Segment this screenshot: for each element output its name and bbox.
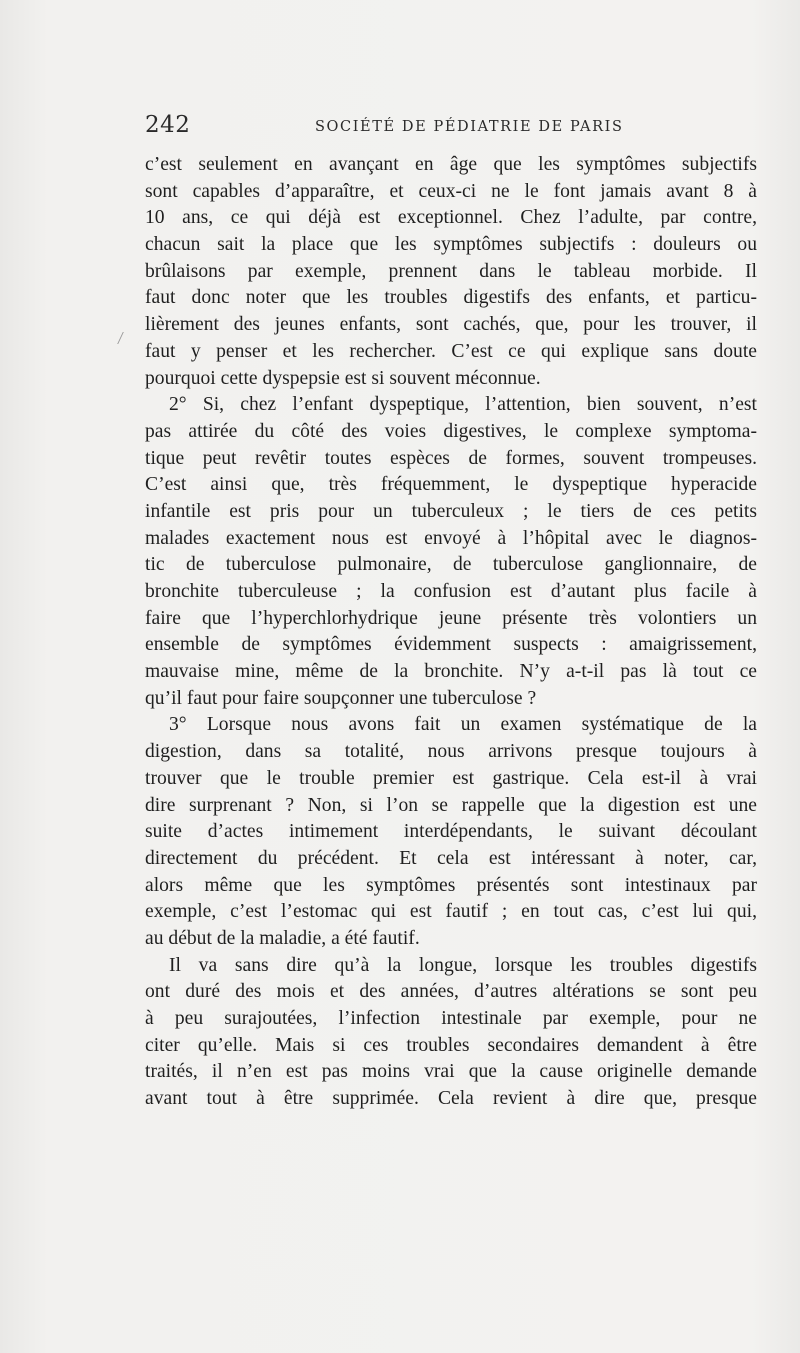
text-line: sont capables d’apparaître, et ceux-ci ne le font jamais avant 8 à (145, 180, 757, 202)
text-line: pas attirée du côté des voies digestives, le complexe symptoma- (145, 420, 757, 442)
text-line: alors même que les symptômes présentés sont intestinaux par (145, 874, 757, 896)
text-line: traités, il n’en est pas moins vrai que la cause originelle demande (145, 1061, 757, 1083)
text-line: dire surprenant ? Non, si l’on se rappelle que la digestion est une (145, 794, 757, 816)
paragraph-start-line: 3° Lorsque nous avons fait un examen systématique de la (169, 714, 757, 736)
margin-pencil-mark (117, 332, 129, 344)
text-line: qu’il faut pour faire soupçonner une tuberculose ? (145, 687, 537, 709)
text-line: ont duré des mois et des années, d’autres altérations se sont peu (145, 981, 757, 1003)
text-line: C’est ainsi que, très fréquemment, le dyspeptique hyperacide (145, 474, 757, 496)
text-line: 10 ans, ce qui déjà est exceptionnel. Chez l’adulte, par contre, (145, 207, 757, 229)
text-line: faut donc noter que les troubles digestifs des enfants, et particu- (145, 287, 757, 309)
body-text (145, 152, 757, 1113)
text-line: faire que l’hyperchlorhydrique jeune présente très volontiers un (145, 607, 757, 629)
page-header (145, 112, 757, 142)
text-line: au début de la maladie, a été fautif. (145, 927, 420, 949)
paragraph-start-line: 2° Si, chez l’enfant dyspeptique, l’attention, bien souvent, n’est (169, 394, 757, 416)
text-line: infantile est pris pour un tuberculeux ; le tiers de ces petits (145, 500, 757, 522)
text-line: exemple, c’est l’estomac qui est fautif ; en tout cas, c’est lui qui, (145, 901, 757, 923)
page-number: 242 (145, 112, 191, 138)
running-title: SOCIÉTÉ DE PÉDIATRIE DE PARIS (315, 119, 624, 135)
text-line: trouver que le trouble premier est gastrique. Cela est-il à vrai (145, 767, 757, 789)
text-line: citer qu’elle. Mais si ces troubles secondaires demandent à être (145, 1034, 757, 1056)
text-line: mauvaise mine, même de la bronchite. N’y a-t-il pas là tout ce (145, 661, 757, 683)
paragraph-start-line: Il va sans dire qu’à la longue, lorsque les troubles digestifs (169, 954, 757, 976)
text-line: à peu surajoutées, l’infection intestinale par exemple, pour ne (145, 1008, 757, 1029)
text-line: directement du précédent. Et cela est intéressant à noter, car, (145, 847, 757, 869)
text-line: chacun sait la place que les symptômes subjectifs : douleurs ou (145, 234, 757, 256)
text-line: ensemble de symptômes évidemment suspects : amaigrissement, (145, 634, 757, 656)
text-line: brûlaisons par exemple, prennent dans le tableau morbide. Il (145, 260, 757, 282)
text-line: pourquoi cette dyspepsie est si souvent méconnue. (145, 367, 541, 389)
text-line: suite d’actes intimement interdépendants, le suivant découlant (145, 821, 757, 843)
text-line: bronchite tuberculeuse ; la confusion est d’autant plus facile à (145, 581, 757, 602)
text-line: faut y penser et les rechercher. C’est ce qui explique sans doute (145, 340, 757, 362)
text-line: tic de tuberculose pulmonaire, de tuberculose ganglionnaire, de (145, 554, 757, 576)
text-line: tique peut revêtir toutes espèces de formes, souvent trompeuses. (145, 447, 757, 469)
text-line: c’est seulement en avançant en âge que les symptômes subjectifs (145, 154, 757, 175)
text-line: lièrement des jeunes enfants, sont cachés, que, pour les trouver, il (145, 314, 757, 336)
text-line: malades exactement nous est envoyé à l’hôpital avec le diagnos- (145, 527, 757, 549)
text-line: digestion, dans sa totalité, nous arrivons presque toujours à (145, 741, 757, 763)
text-line: avant tout à être supprimée. Cela revient à dire que, presque (145, 1088, 757, 1110)
